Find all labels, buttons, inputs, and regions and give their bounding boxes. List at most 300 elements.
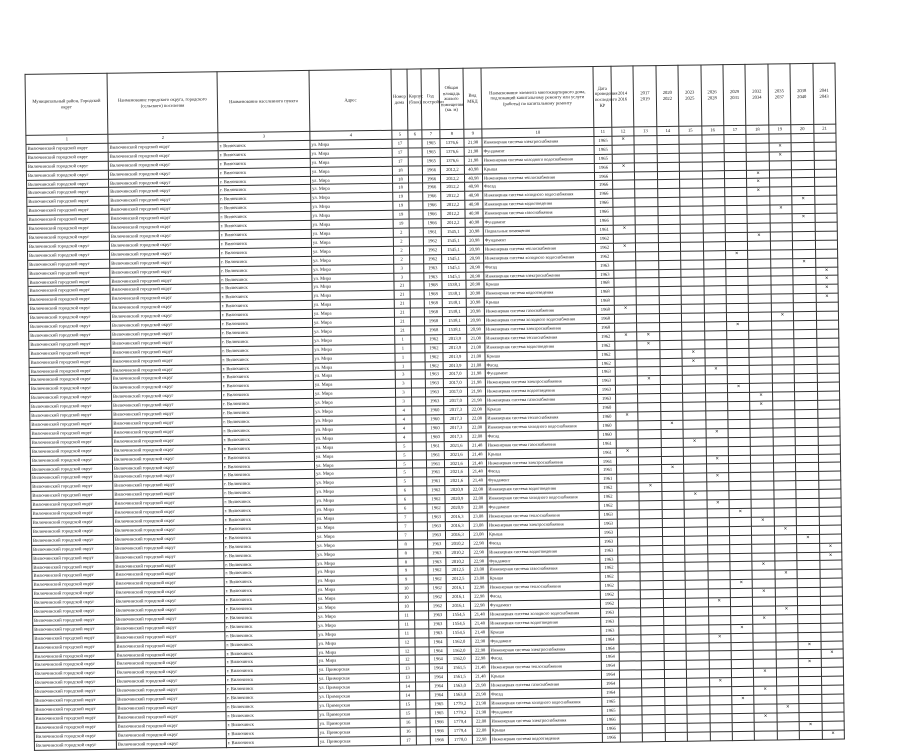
- period-mark-cell: [725, 188, 748, 197]
- area-cell: 2013,9: [443, 352, 467, 361]
- district-cell: Вилючинский городской округ: [34, 731, 116, 741]
- settlement-cell: Вилючинский городской округ: [108, 168, 218, 178]
- period-mark-cell: [732, 731, 755, 740]
- period-mark-cell: [724, 161, 747, 170]
- period-mark-cell: [726, 286, 749, 295]
- period-mark-cell: [726, 277, 749, 286]
- period-mark-cell: [795, 427, 818, 436]
- locality-cell: г. Вилючинск: [223, 523, 315, 533]
- period-mark-cell: [706, 482, 729, 491]
- locality-cell: г. Вилючинск: [222, 452, 314, 462]
- capital-repair-table: [25, 63, 845, 751]
- period-mark-cell: [749, 330, 772, 339]
- period-mark-cell: ×: [754, 713, 777, 722]
- street-cell: ул. Приморская: [318, 682, 400, 692]
- period-mark-cell: [703, 250, 726, 259]
- period-mark-cell: [752, 535, 775, 544]
- period-mark-cell: [658, 206, 681, 215]
- repair-element-cell: Фундамент: [483, 234, 595, 244]
- period-mark-cell: [729, 482, 752, 491]
- period-mark-cell: [657, 171, 680, 180]
- period-mark-cell: [773, 410, 796, 419]
- period-mark-cell: [680, 215, 703, 224]
- period-mark-cell: [614, 269, 637, 278]
- period-mark-cell: [657, 162, 680, 171]
- building-type-cell: 21,48: [471, 610, 489, 619]
- district-cell: Вилючинский городской округ: [32, 597, 114, 607]
- period-mark-cell: ×: [821, 650, 844, 659]
- building-type-cell: 20,98: [466, 289, 484, 298]
- district-cell: Вилючинский городской округ: [29, 339, 111, 349]
- period-mark-cell: [681, 268, 704, 277]
- district-cell: Вилючинский городской округ: [33, 677, 115, 687]
- block-cell: [409, 183, 423, 192]
- period-mark-cell: ×: [726, 250, 749, 259]
- street-cell: ул. Мира: [311, 193, 393, 203]
- year-built-cell: 1962: [428, 566, 446, 575]
- period-mark-cell: ×: [639, 483, 662, 492]
- street-cell: ул. Мира: [313, 371, 395, 381]
- street-cell: ул. Мира: [312, 291, 394, 301]
- period-mark-cell: [794, 347, 817, 356]
- period-mark-cell: [661, 456, 684, 465]
- period-mark-cell: [659, 278, 682, 287]
- period-mark-cell: [703, 224, 726, 233]
- period-mark-cell: ×: [771, 312, 794, 321]
- block-cell: [412, 459, 426, 468]
- period-mark-cell: [794, 365, 817, 374]
- period-mark-cell: [770, 240, 793, 249]
- repair-element-cell: Инженерная система теплоснабжения: [482, 172, 594, 182]
- street-cell: ул. Приморская: [317, 665, 399, 675]
- period-mark-cell: [754, 659, 777, 668]
- period-mark-cell: [703, 215, 726, 224]
- settlement-cell: Вилючинский городской округ: [113, 480, 223, 490]
- period-mark-cell: [704, 286, 727, 295]
- repair-element-cell: Крыша: [485, 350, 597, 360]
- header-cell: 2032 2034: [745, 64, 768, 125]
- period-mark-cell: [820, 578, 843, 587]
- district-cell: Вилючинский городской округ: [33, 642, 115, 652]
- locality-cell: г. Вилючинск: [223, 532, 315, 542]
- building-type-cell: 23,08: [470, 565, 488, 574]
- year-built-cell: 1962: [427, 504, 445, 513]
- period-mark-cell: [795, 409, 818, 418]
- period-mark-cell: [641, 590, 664, 599]
- header-cell: Наименование элемента многоквартирного дома, подлежащий капитальному ремонту или услуги (работы) по капитальному ремонту: [481, 66, 594, 129]
- area-cell: 1538,1: [442, 307, 466, 316]
- area-cell: 1545,1: [441, 227, 465, 236]
- area-cell: 2017,3: [444, 414, 468, 423]
- area-cell: 2012,2: [441, 209, 465, 218]
- period-mark-cell: [730, 562, 753, 571]
- building-type-cell: 21,48: [468, 459, 486, 468]
- settlement-cell: Вилючинский городской округ: [116, 694, 226, 704]
- building-type-cell: 21,48: [471, 663, 489, 672]
- area-cell: 1561,5: [447, 664, 471, 673]
- period-mark-cell: [726, 268, 749, 277]
- settlement-cell: Вилючинский городской округ: [113, 516, 223, 526]
- period-mark-cell: [773, 445, 796, 454]
- building-type-cell: 21,98: [464, 147, 482, 156]
- building-type-cell: 21,98: [464, 138, 482, 147]
- period-mark-cell: [748, 259, 771, 268]
- period-mark-cell: [687, 714, 710, 723]
- period-mark-cell: [707, 526, 730, 535]
- period-mark-cell: [705, 393, 728, 402]
- settlement-cell: Вилючинский городской округ: [113, 525, 223, 535]
- district-cell: Вилючинский городской округ: [32, 562, 114, 572]
- repair-element-cell: Инженерная система газоснабжения: [483, 208, 595, 218]
- house-number-cell: 4: [396, 406, 412, 415]
- last-repair-cell: 1964: [602, 688, 620, 697]
- locality-cell: г. Вилючинск: [222, 416, 314, 426]
- last-repair-cell: 1965: [602, 697, 620, 706]
- period-mark-cell: [681, 295, 704, 304]
- period-mark-cell: ×: [706, 428, 729, 437]
- period-mark-cell: [619, 617, 642, 626]
- period-mark-cell: [771, 276, 794, 285]
- period-mark-cell: [773, 436, 796, 445]
- period-mark-cell: [772, 356, 795, 365]
- year-built-cell: 1962: [427, 495, 445, 504]
- house-number-cell: 7: [397, 531, 413, 540]
- last-repair-cell: 1965: [594, 145, 612, 154]
- street-cell: ул. Мира: [311, 210, 393, 220]
- year-built-cell: 1961: [427, 477, 445, 486]
- area-cell: 2017,0: [443, 388, 467, 397]
- street-cell: ул. Мира: [312, 308, 394, 318]
- street-cell: ул. Мира: [317, 620, 399, 630]
- building-type-cell: 21,98: [467, 387, 485, 396]
- period-mark-cell: [746, 143, 769, 152]
- period-mark-cell: [682, 331, 705, 340]
- period-mark-cell: [793, 240, 816, 249]
- year-built-cell: 1964: [429, 655, 447, 664]
- period-mark-cell: [657, 180, 680, 189]
- period-mark-cell: [658, 242, 681, 251]
- period-mark-cell: [769, 178, 792, 187]
- period-mark-cell: [796, 472, 819, 481]
- period-mark-cell: [796, 507, 819, 516]
- settlement-cell: Вилючинский городской округ: [114, 560, 224, 570]
- area-cell: 1538,1: [442, 290, 466, 299]
- period-mark-cell: [792, 222, 815, 231]
- house-number-cell: 2: [393, 246, 409, 255]
- settlement-cell: Вилючинский городской округ: [111, 329, 221, 339]
- period-mark-cell: [753, 624, 776, 633]
- period-mark-cell: [680, 197, 703, 206]
- street-cell: ул. Мира: [315, 504, 397, 514]
- period-mark-cell: [663, 572, 686, 581]
- period-mark-cell: [791, 133, 814, 142]
- period-mark-cell: [796, 463, 819, 472]
- header-cell: 2035 2037: [768, 64, 791, 125]
- settlement-cell: Вилючинский городской округ: [111, 338, 221, 348]
- area-cell: 1538,1: [442, 298, 466, 307]
- building-type-cell: 20,98: [466, 316, 484, 325]
- period-mark-cell: [687, 678, 710, 687]
- period-mark-cell: [642, 679, 665, 688]
- year-built-cell: 1963: [426, 397, 444, 406]
- year-built-cell: 1965: [430, 708, 448, 717]
- repair-element-cell: Инженерная система водоотведения: [488, 546, 600, 556]
- last-repair-cell: 1966: [602, 733, 620, 742]
- period-mark-cell: [702, 197, 725, 206]
- house-number-cell: 3: [395, 388, 411, 397]
- repair-element-cell: Крыша: [487, 528, 599, 538]
- year-built-cell: 1960: [426, 415, 444, 424]
- block-cell: [414, 557, 428, 566]
- year-built-cell: 1961: [427, 468, 445, 477]
- period-mark-cell: [819, 525, 842, 534]
- house-number-cell: 21: [394, 281, 410, 290]
- repair-element-cell: Инженерная система водоотведения: [484, 288, 596, 298]
- period-mark-cell: [705, 402, 728, 411]
- column-number: 2: [108, 133, 218, 143]
- period-mark-cell: [773, 472, 796, 481]
- house-number-cell: 1: [395, 362, 411, 371]
- settlement-cell: Вилючинский городской округ: [111, 382, 221, 392]
- house-number-cell: 12: [399, 647, 415, 656]
- locality-cell: г. Вилючинск: [221, 381, 313, 391]
- area-cell: 1545,1: [441, 236, 465, 245]
- last-repair-cell: 1965: [602, 706, 620, 715]
- period-mark-cell: [770, 196, 793, 205]
- period-mark-cell: [817, 418, 840, 427]
- house-number-cell: 16: [400, 727, 416, 736]
- period-mark-cell: [638, 429, 661, 438]
- last-repair-cell: 1964: [601, 644, 619, 653]
- period-mark-cell: [751, 490, 774, 499]
- settlement-cell: Вилючинский городской округ: [113, 507, 223, 517]
- period-mark-cell: [662, 536, 685, 545]
- period-mark-cell: [684, 509, 707, 518]
- period-mark-cell: [776, 659, 799, 668]
- period-mark-cell: [793, 267, 816, 276]
- street-cell: ул. Мира: [313, 362, 395, 372]
- period-mark-cell: ×: [615, 332, 638, 341]
- last-repair-cell: 1962: [600, 581, 618, 590]
- area-cell: 2010,2: [446, 548, 470, 557]
- period-mark-cell: [732, 686, 755, 695]
- repair-element-cell: Фундамент: [488, 599, 600, 609]
- period-mark-cell: [751, 446, 774, 455]
- period-mark-cell: [635, 207, 658, 216]
- settlement-cell: Вилючинский городской округ: [111, 364, 221, 374]
- building-type-cell: 21,08: [467, 334, 485, 343]
- period-mark-cell: [770, 232, 793, 241]
- street-cell: ул. Приморская: [318, 700, 400, 710]
- area-cell: 1545,1: [442, 263, 466, 272]
- period-mark-cell: [729, 490, 752, 499]
- last-repair-cell: 1962: [600, 590, 618, 599]
- district-cell: Вилючинский городской округ: [27, 188, 109, 198]
- repair-element-cell: Инженерная система холодного водоснабжения: [484, 314, 596, 324]
- street-cell: ул. Мира: [312, 299, 394, 309]
- year-built-cell: 1962: [423, 236, 441, 245]
- period-mark-cell: [616, 456, 639, 465]
- period-mark-cell: [661, 474, 684, 483]
- header-cell: Наименование городского округа, городского (сельского) поселения: [107, 72, 218, 135]
- last-repair-cell: 1962: [600, 564, 618, 573]
- area-cell: 1779,2: [448, 699, 472, 708]
- last-repair-cell: 1966: [595, 190, 613, 199]
- last-repair-cell: 1963: [599, 519, 617, 528]
- repair-element-cell: Фундамент: [490, 706, 602, 716]
- block-cell: [408, 139, 422, 148]
- district-cell: Вилючинский городской округ: [26, 152, 108, 162]
- street-cell: ул. Приморская: [318, 736, 400, 746]
- period-mark-cell: [750, 419, 773, 428]
- last-repair-cell: 1963: [601, 626, 619, 635]
- house-number-cell: 17: [392, 139, 408, 148]
- repair-element-cell: Инженерная система холодного водоснабжения: [490, 697, 602, 707]
- block-cell: [415, 637, 429, 646]
- period-mark-cell: [662, 482, 685, 491]
- street-cell: ул. Мира: [311, 219, 393, 229]
- repair-element-cell: Фундамент: [485, 368, 597, 378]
- district-cell: Вилючинский городской округ: [30, 428, 112, 438]
- period-mark-cell: [682, 322, 705, 331]
- period-mark-cell: [617, 474, 640, 483]
- period-mark-cell: [815, 249, 838, 258]
- settlement-cell: Вилючинский городской округ: [114, 578, 224, 588]
- period-mark-cell: ×: [612, 163, 635, 172]
- building-type-cell: 20,98: [466, 298, 484, 307]
- period-mark-cell: [615, 385, 638, 394]
- period-mark-cell: [731, 660, 754, 669]
- settlement-cell: Вилючинский городской округ: [113, 498, 223, 508]
- period-mark-cell: [613, 207, 636, 216]
- last-repair-cell: 1968: [596, 288, 614, 297]
- period-mark-cell: [619, 635, 642, 644]
- period-mark-cell: [749, 312, 772, 321]
- period-mark-cell: ×: [616, 448, 639, 457]
- header-cell: Корпус (блок): [407, 69, 422, 130]
- column-number: 18: [746, 125, 769, 134]
- building-type-cell: 22,08: [472, 726, 490, 735]
- period-mark-cell: [795, 400, 818, 409]
- settlement-cell: Вилючинский городской округ: [108, 142, 218, 152]
- street-cell: ул. Приморская: [318, 727, 400, 737]
- area-cell: 2016,3: [445, 530, 469, 539]
- period-mark-cell: [747, 161, 770, 170]
- period-mark-cell: [661, 429, 684, 438]
- street-cell: ул. Мира: [311, 237, 393, 247]
- house-number-cell: 6: [397, 504, 413, 513]
- period-mark-cell: [709, 687, 732, 696]
- area-cell: 2013,9: [443, 343, 467, 352]
- building-type-cell: 40,98: [464, 174, 482, 183]
- block-cell: [413, 513, 427, 522]
- period-mark-cell: [794, 311, 817, 320]
- period-mark-cell: [724, 152, 747, 161]
- column-number: 20: [791, 124, 814, 133]
- block-cell: [416, 682, 430, 691]
- area-cell: 1562,0: [447, 637, 471, 646]
- last-repair-cell: 1963: [597, 377, 615, 386]
- district-cell: Вилючинский городской округ: [26, 170, 108, 180]
- period-mark-cell: [614, 296, 637, 305]
- period-mark-cell: [618, 581, 641, 590]
- street-cell: ул. Мира: [312, 282, 394, 292]
- period-mark-cell: [639, 474, 662, 483]
- year-built-cell: 1966: [423, 219, 441, 228]
- period-mark-cell: [771, 294, 794, 303]
- repair-element-cell: Инженерная система электроснабжения: [490, 715, 602, 725]
- period-mark-cell: [818, 436, 841, 445]
- period-mark-cell: [707, 517, 730, 526]
- period-mark-cell: [635, 198, 658, 207]
- period-mark-cell: [659, 331, 682, 340]
- district-cell: Вилючинский городской округ: [31, 473, 113, 483]
- last-repair-cell: 1961: [599, 466, 617, 475]
- period-mark-cell: [819, 516, 842, 525]
- period-mark-cell: ×: [614, 305, 637, 314]
- period-mark-cell: [664, 625, 687, 634]
- period-mark-cell: [776, 677, 799, 686]
- period-mark-cell: [660, 358, 683, 367]
- header-cell: 2041 2043: [812, 63, 835, 124]
- building-type-cell: 20,98: [467, 325, 485, 334]
- period-mark-cell: [663, 607, 686, 616]
- area-cell: 1779,4: [448, 717, 472, 726]
- last-repair-cell: 1962: [600, 572, 618, 581]
- period-mark-cell: [704, 295, 727, 304]
- street-cell: ул. Мира: [316, 584, 398, 594]
- building-type-cell: 23,08: [469, 530, 487, 539]
- period-mark-cell: [664, 678, 687, 687]
- period-mark-cell: [754, 695, 777, 704]
- period-mark-cell: [814, 142, 837, 151]
- header-row: [25, 63, 836, 135]
- period-mark-cell: [639, 492, 662, 501]
- house-number-cell: 19: [393, 201, 409, 210]
- period-mark-cell: [729, 499, 752, 508]
- district-cell: Вилючинский городской округ: [30, 446, 112, 456]
- locality-cell: г. Вилючинск: [223, 514, 315, 524]
- district-cell: Вилючинский городской округ: [30, 455, 112, 465]
- house-number-cell: 5: [396, 460, 412, 469]
- repair-element-cell: Инженерная система электроснабжения: [487, 519, 599, 529]
- locality-cell: г. Вилючинск: [218, 158, 310, 168]
- street-cell: ул. Мира: [317, 647, 399, 657]
- period-mark-cell: [815, 231, 838, 240]
- period-mark-cell: ×: [775, 570, 798, 579]
- district-cell: Вилючинский городской округ: [30, 419, 112, 429]
- period-mark-cell: [769, 169, 792, 178]
- locality-cell: г. Вилючинск: [225, 657, 317, 667]
- period-mark-cell: [704, 304, 727, 313]
- period-mark-cell: ×: [770, 205, 793, 214]
- period-mark-cell: [771, 285, 794, 294]
- period-mark-cell: [774, 534, 797, 543]
- period-mark-cell: [703, 268, 726, 277]
- period-mark-cell: [794, 338, 817, 347]
- period-mark-cell: [639, 447, 662, 456]
- period-mark-cell: [664, 634, 687, 643]
- house-number-cell: 4: [396, 424, 412, 433]
- block-cell: [414, 602, 428, 611]
- period-mark-cell: [710, 713, 733, 722]
- period-mark-cell: [753, 642, 776, 651]
- period-mark-cell: [814, 178, 837, 187]
- period-mark-cell: [728, 428, 751, 437]
- year-built-cell: 1962: [423, 245, 441, 254]
- period-mark-cell: [681, 304, 704, 313]
- building-type-cell: 21,98: [472, 699, 490, 708]
